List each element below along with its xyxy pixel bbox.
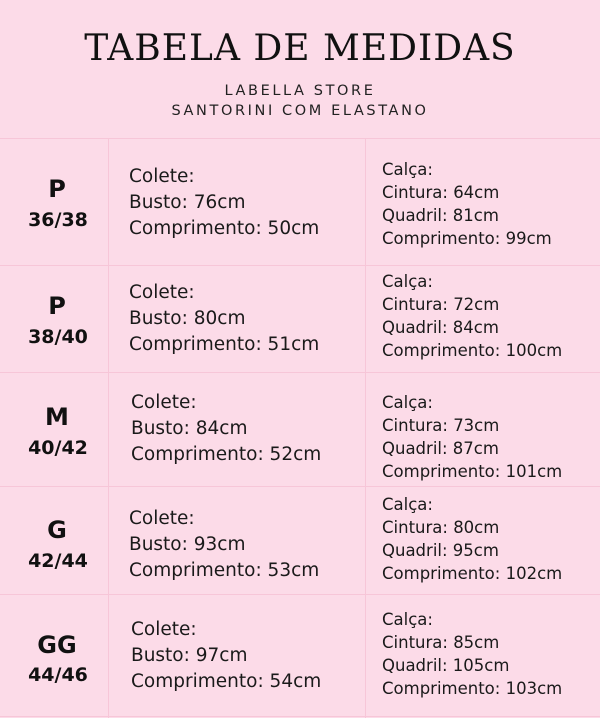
table-divider	[0, 486, 600, 487]
cintura-value: Cintura: 73cm	[382, 416, 500, 435]
colete-measures	[129, 506, 319, 584]
calca-comprimento-value: Comprimento: 102cm	[382, 564, 563, 583]
table-divider	[0, 138, 600, 139]
colete-comprimento-value: Comprimento: 51cm	[129, 334, 320, 355]
busto-value: Busto: 80cm	[129, 308, 246, 329]
calca-label: Calça:	[382, 495, 433, 514]
store-name: LABELLA STORE	[224, 83, 376, 99]
size-range: 40/42	[28, 437, 88, 459]
calca-measures	[382, 608, 562, 700]
colete-comprimento-value: Comprimento: 53cm	[129, 560, 320, 581]
size-letter: P	[48, 175, 66, 203]
cintura-value: Cintura: 64cm	[382, 183, 500, 202]
calca-comprimento-value: Comprimento: 99cm	[382, 229, 552, 248]
page-title: TABELA DE MEDIDAS	[84, 28, 516, 69]
quadril-value: Quadril: 105cm	[382, 656, 510, 675]
calca-measures	[382, 493, 562, 585]
colete-comprimento-value: Comprimento: 52cm	[131, 444, 322, 465]
colete-label: Colete:	[129, 508, 195, 529]
colete-measures	[131, 617, 321, 695]
product-name: SANTORINI COM ELASTANO	[171, 103, 429, 119]
table-divider	[108, 138, 109, 718]
table-divider	[0, 594, 600, 595]
calca-label: Calça:	[382, 393, 433, 412]
quadril-value: Quadril: 87cm	[382, 439, 499, 458]
calca-label: Calça:	[382, 160, 433, 179]
size-letter: M	[45, 403, 69, 431]
size-range: 42/44	[28, 550, 88, 572]
cintura-value: Cintura: 72cm	[382, 295, 500, 314]
busto-value: Busto: 97cm	[131, 645, 248, 666]
calca-measures	[382, 391, 562, 483]
size-letter: P	[48, 292, 66, 320]
colete-measures	[131, 390, 321, 468]
colete-label: Colete:	[131, 392, 197, 413]
colete-measures	[129, 164, 319, 242]
size-letter: G	[47, 516, 67, 544]
table-divider	[0, 716, 600, 717]
colete-label: Colete:	[129, 166, 195, 187]
quadril-value: Quadril: 81cm	[382, 206, 499, 225]
colete-label: Colete:	[131, 619, 197, 640]
table-divider	[0, 265, 600, 266]
calca-comprimento-value: Comprimento: 100cm	[382, 341, 563, 360]
calca-measures	[382, 158, 552, 250]
quadril-value: Quadril: 84cm	[382, 318, 499, 337]
busto-value: Busto: 93cm	[129, 534, 246, 555]
size-letter: GG	[37, 631, 77, 659]
colete-measures	[129, 280, 319, 358]
calca-measures	[382, 270, 562, 362]
cintura-value: Cintura: 80cm	[382, 518, 500, 537]
calca-label: Calça:	[382, 610, 433, 629]
cintura-value: Cintura: 85cm	[382, 633, 500, 652]
header	[0, 0, 600, 138]
colete-comprimento-value: Comprimento: 54cm	[131, 671, 322, 692]
size-range: 36/38	[28, 209, 88, 231]
size-range: 44/46	[28, 664, 88, 686]
calca-comprimento-value: Comprimento: 103cm	[382, 679, 563, 698]
size-range: 38/40	[28, 326, 88, 348]
table-divider	[365, 138, 366, 718]
calca-label: Calça:	[382, 272, 433, 291]
busto-value: Busto: 84cm	[131, 418, 248, 439]
quadril-value: Quadril: 95cm	[382, 541, 499, 560]
busto-value: Busto: 76cm	[129, 192, 246, 213]
colete-label: Colete:	[129, 282, 195, 303]
colete-comprimento-value: Comprimento: 50cm	[129, 218, 320, 239]
calca-comprimento-value: Comprimento: 101cm	[382, 462, 563, 481]
table-divider	[0, 372, 600, 373]
